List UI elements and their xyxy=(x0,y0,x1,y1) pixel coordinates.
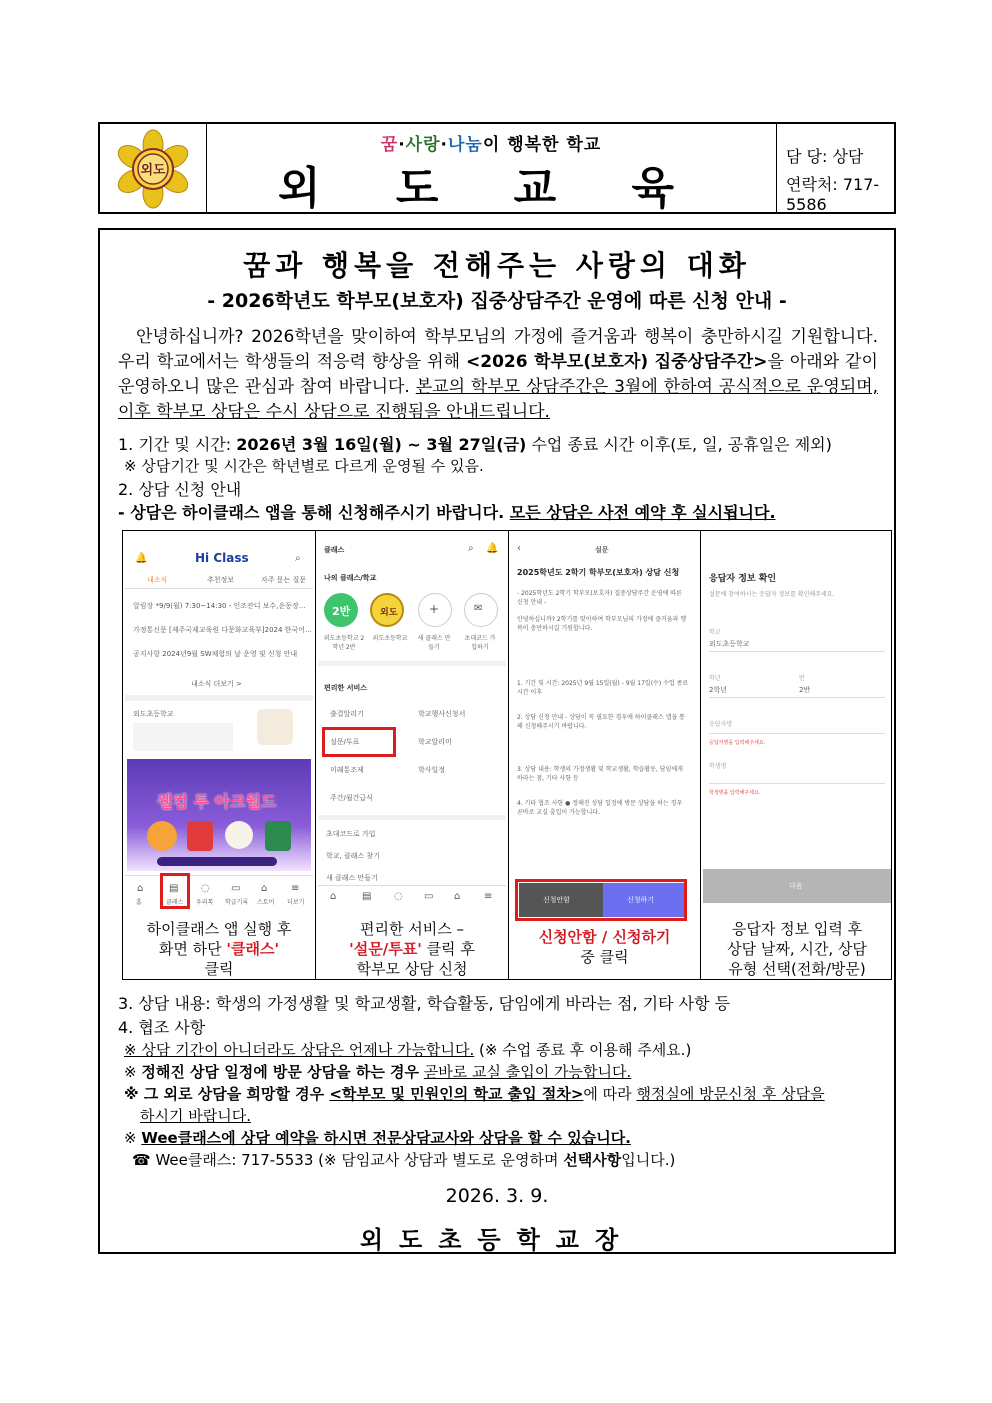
step2-line1: 편리한 서비스 – xyxy=(360,920,464,938)
service-survey[interactable]: 설문/투표 xyxy=(330,738,360,746)
slogan-love: 사랑 xyxy=(405,135,441,155)
tab-news[interactable]: 내소식 xyxy=(147,576,168,584)
student-input[interactable] xyxy=(709,783,885,784)
respondent-title: 응답자 정보 확인 xyxy=(709,574,777,584)
note-other-text: 에 따라 xyxy=(583,1085,637,1103)
intro-underline: 본교의 학부모 상담주간은 3월에 한하여 공식적으로 운영되며, 이후 학부모 상담은 수시 상담으로 진행됨을 안내드립니다. xyxy=(118,377,878,422)
more-nav-icon[interactable]: ≡ xyxy=(291,883,300,894)
note-other-u1: 행정실에 방문신청 후 상담을 xyxy=(636,1085,825,1103)
menu-item[interactable]: 학교, 클래스 찾기 xyxy=(326,852,381,860)
nav-label-talk: 우리톡 xyxy=(196,899,214,906)
step4-line3: 유형 선택(전화/방문) xyxy=(728,960,866,978)
title-cell xyxy=(206,124,777,212)
contact-person: 담 당: 상담 xyxy=(786,147,864,166)
notice-item[interactable]: 알림장 *9/9(월) 7:30~14:30 - 인조잔디 보수,운동장... xyxy=(133,602,306,610)
note-wee-bold: Wee클래스에 상담 예약을 하시면 전문상담교사와 상담을 할 수 있습니다. xyxy=(141,1129,631,1147)
store-nav-icon[interactable]: ⌂ xyxy=(454,891,461,902)
class-label: 새 클래스 만들기 xyxy=(417,635,451,651)
period-label: 1. 기간 및 시간: xyxy=(118,435,237,454)
grid-divider xyxy=(700,531,701,979)
contact-cell xyxy=(776,124,894,212)
apply-underline: 모든 상담은 사전 예약 후 실시됩니다. xyxy=(509,503,776,522)
survey-header: 설문 xyxy=(595,546,609,554)
step2-caption xyxy=(318,919,506,979)
nav-label-more: 더보기 xyxy=(287,899,305,906)
note-anytime-u: ※ 상담 기간이 아니더라도 상담은 언제나 가능합니다. xyxy=(124,1041,475,1059)
note-mark: ※ xyxy=(124,1063,142,1081)
coffee-thumbnail xyxy=(257,709,293,745)
menu-item[interactable]: 초대코드로 가입 xyxy=(326,830,376,838)
class-badge[interactable] xyxy=(324,593,358,627)
slogan-dream: 꿈 xyxy=(380,135,399,155)
survey-body: 4. 기타 협조 사항 ● 정해진 상담 일정에 방문 상담을 하는 경우 곧바로 교실 출입이 가능합니다. xyxy=(517,800,683,816)
doc-title: 꿈과 행복을 전해주는 사랑의 대화 xyxy=(243,249,751,282)
label-student-name: 학생명 xyxy=(709,763,727,770)
more-news-link[interactable]: 내소식 더보기 > xyxy=(191,680,242,688)
banner-cta xyxy=(157,857,277,866)
note-other-cont xyxy=(140,1105,251,1126)
label-grade: 학년 xyxy=(709,675,721,682)
nav-label-store: 스토어 xyxy=(257,899,275,906)
service-item[interactable]: 주간/월간급식 xyxy=(330,794,373,802)
step4-line2: 상담 날짜, 시간, 상담 xyxy=(727,940,867,958)
grade-value: 2학년 xyxy=(709,686,727,694)
doc-subtitle: - 2026학년도 학부모(보호자) 집중상담주간 운영에 따른 신청 안내 - xyxy=(207,290,787,312)
my-class-label: 나의 클래스/학교 xyxy=(324,574,377,582)
invite-code-icon[interactable]: ✉ xyxy=(464,593,498,627)
class-value: 2반 xyxy=(799,686,811,694)
service-item[interactable]: 미래통조제 xyxy=(330,766,364,774)
survey-body: 1. 기간 및 시간: 2025년 9월 15일(월) - 9월 17일(수) 수업 종료 시간 이후 xyxy=(517,680,689,696)
slogan-sep: · xyxy=(440,135,448,155)
step4-caption xyxy=(703,919,891,979)
class-nav-icon[interactable]: ▤ xyxy=(169,883,179,894)
cup-icon xyxy=(265,821,291,851)
note-visit-u: 곧바로 교실 출입이 가능합니다. xyxy=(423,1063,632,1081)
step1-caption xyxy=(125,919,313,979)
survey-title: 2025학년도 2학기 학부모(보호자) 상담 신청 xyxy=(517,568,680,577)
respondent-desc: 설문에 참여하시는 응답자 정보를 확인해주세요. xyxy=(709,591,835,598)
food-icon xyxy=(147,821,177,851)
tab-faq[interactable]: 자주 묻는 질문 xyxy=(261,576,307,584)
step3-line2: 중 클릭 xyxy=(580,948,629,966)
item-apply: 2. 상담 신청 안내 xyxy=(118,480,242,499)
service-item[interactable]: 학교행사신청서 xyxy=(418,710,466,718)
next-button[interactable] xyxy=(703,869,891,903)
hiclass-brand: Hi Class xyxy=(195,551,249,565)
screen-respondent-info xyxy=(703,533,891,921)
note-other-procedure: <학부모 및 민원인의 학교 출입 절차> xyxy=(329,1085,584,1103)
service-item[interactable]: 출결알리기 xyxy=(330,710,364,718)
label-school: 학교 xyxy=(709,629,721,636)
drink-icon xyxy=(187,821,213,851)
record-nav-icon[interactable]: ▭ xyxy=(424,891,434,902)
note-other-bold: ※ 그 외로 상담을 희망할 경우 xyxy=(124,1085,330,1103)
step3-caption xyxy=(511,919,698,979)
notice-item[interactable]: 공지사항 2024년9월 SW체험의 날 운영 및 신청 안내 xyxy=(133,650,298,658)
apply-detail xyxy=(118,500,776,523)
step2-line2: 클릭 후 xyxy=(421,940,475,958)
intro-paragraph xyxy=(118,325,878,425)
wee-phone-end: 입니다.) xyxy=(621,1151,676,1169)
more-nav-icon[interactable]: ≡ xyxy=(484,891,493,902)
services-label: 편리한 서비스 xyxy=(324,684,368,692)
note-anytime xyxy=(124,1039,691,1060)
apply-label: 신청하기 xyxy=(627,896,655,904)
survey-body: - 2025학년도 2학기 학부모(보호자) 집중상담주간 운영에 따른 신청 안내 - xyxy=(517,590,682,606)
grid-divider xyxy=(315,531,316,979)
highlight-survey xyxy=(322,727,396,757)
home-nav-icon[interactable]: ⌂ xyxy=(330,891,337,902)
ad-banner[interactable] xyxy=(127,759,311,871)
add-class-icon[interactable]: + xyxy=(418,593,452,627)
step1-line2: 화면 하단 xyxy=(158,940,227,958)
screen-survey-detail xyxy=(511,533,698,921)
note-mark: ※ xyxy=(124,1129,142,1147)
nav-label-record: 학급기록 xyxy=(225,899,249,906)
item-content: 3. 상담 내용: 학생의 가정생활 및 학교생활, 학습활동, 담임에게 바라는 점, 기타 사항 등 xyxy=(118,994,731,1013)
class-label: 외도초등학교 2학년 2반 xyxy=(323,635,365,651)
school-emblem-icon xyxy=(100,124,206,212)
home-nav-icon[interactable]: ⌂ xyxy=(137,883,144,894)
name-hint: 응답자명을 입력해주세요. xyxy=(709,740,766,746)
period-rest: 수업 종료 시간 이후(토, 일, 공휴일은 제외) xyxy=(526,435,832,454)
service-item[interactable]: 학사일정 xyxy=(418,766,446,774)
logo-cell xyxy=(100,124,207,212)
search-icon[interactable]: ⌕ xyxy=(295,553,301,564)
screen-class-services xyxy=(318,533,506,921)
principal-signature: 외도초등학교장 xyxy=(359,1226,635,1254)
period-dates: 2026년 3월 16일(월) ~ 3월 27일(금) xyxy=(236,435,527,454)
note-wee-phone xyxy=(132,1149,675,1170)
decline-label: 신청안함 xyxy=(543,896,571,904)
record-nav-icon[interactable]: ▭ xyxy=(231,883,241,894)
contact-phone: 연락처: 717-5586 xyxy=(786,175,880,214)
step4-line1: 응답자 정보 입력 후 xyxy=(731,920,863,938)
apply-text: - 상담은 하이클래스 앱을 통해 신청해주시기 바랍니다. xyxy=(118,503,510,522)
school-logo-icon[interactable] xyxy=(370,593,404,627)
class-label: 외도초등학교 xyxy=(372,635,408,642)
highlight-buttons xyxy=(515,879,687,921)
slogan-sep: · xyxy=(398,135,406,155)
step3-highlight: 신청안함 / 신청하기 xyxy=(538,928,671,946)
grid-divider xyxy=(508,531,509,979)
school-card-title: 외도초등학교 xyxy=(133,710,174,718)
step2-highlight: '설문/투표' xyxy=(349,940,422,958)
name-input[interactable] xyxy=(709,733,885,734)
note-anytime-rest: (※ 수업 종료 후 이용해 주세요.) xyxy=(474,1041,692,1059)
class-badge-label: 2반 xyxy=(332,605,351,618)
item-cooperation: 4. 협조 사항 xyxy=(118,1018,206,1037)
survey-body: 안녕하십니까? 2학기를 맞이하여 학부모님의 가정에 즐거움과 행복이 충만하시길 기원합니다. xyxy=(517,616,687,632)
next-label: 다음 xyxy=(789,882,803,890)
class-label: 초대코드 가입하기 xyxy=(464,635,496,651)
period-note: ※ 상담기간 및 시간은 학년별로 다르게 운영될 수 있음. xyxy=(124,457,484,475)
step1-line3: 클릭 xyxy=(204,960,234,978)
donut-icon xyxy=(225,821,253,849)
screen-hiclass-home xyxy=(125,533,313,921)
highlight-class-tab xyxy=(160,873,190,909)
class-nav-icon[interactable]: ▤ xyxy=(362,891,372,902)
emblem-text: 외도 xyxy=(140,163,166,178)
bell-icon: 🔔 xyxy=(135,553,148,564)
bell-icon[interactable]: 🔔 xyxy=(486,543,499,554)
search-icon[interactable]: ⌕ xyxy=(468,543,474,554)
banner-title: 웰컴 투 아크월드 xyxy=(157,792,277,811)
issue-date: 2026. 3. 9. xyxy=(445,1185,549,1207)
school-card-placeholder xyxy=(133,723,233,751)
note-other xyxy=(124,1083,825,1104)
step2-line3: 학부모 상담 신청 xyxy=(356,960,468,978)
slogan-rest: 이 행복한 학교 xyxy=(482,135,602,155)
class-header: 클래스 xyxy=(324,546,345,554)
item-period xyxy=(118,432,832,455)
step1-highlight: '클래스' xyxy=(226,940,280,958)
note-wee xyxy=(124,1127,631,1148)
service-item[interactable]: 학교알리미 xyxy=(418,738,452,746)
school-value: 외도초등학교 xyxy=(709,640,750,648)
step1-line1: 하이클래스 앱 실행 후 xyxy=(146,920,292,938)
intro-emphasis: <2026 학부모(보호자) 집중상담주간> xyxy=(466,352,768,372)
label-class: 반 xyxy=(799,675,805,682)
tab-recommend[interactable]: 추천정보 xyxy=(207,576,235,584)
newsletter-title: 외 도 교 육 xyxy=(278,163,704,214)
student-hint: 학생명을 입력해주세요. xyxy=(709,790,761,796)
back-arrow-icon[interactable]: ‹ xyxy=(517,543,521,554)
nav-label-home: 홈 xyxy=(136,899,142,906)
note-other-u2: 하시기 바랍니다. xyxy=(140,1107,251,1125)
chat-nav-icon[interactable]: ◌ xyxy=(201,883,210,894)
intro-text: 안녕하십니까? 2026학년을 맞이하여 학부모님의 가정에 즐거움과 행복이 충만하시길 기원합니다. 우리 학교에서는 학생들의 적응력 향상을 위해 xyxy=(118,327,878,372)
note-visit-bold: 정해진 상담 일정에 방문 상담을 하는 경우 xyxy=(141,1063,420,1081)
nav-label-class: 클래스 xyxy=(166,899,184,906)
note-visit xyxy=(124,1061,631,1082)
wee-phone-text: ☎ Wee클래스: 717-5533 (※ 담임교사 상담과 별도로 운영하며 xyxy=(132,1151,564,1169)
store-nav-icon[interactable]: ⌂ xyxy=(261,883,268,894)
chat-nav-icon[interactable]: ◌ xyxy=(394,891,403,902)
intro-text-2: 을 아래와 같이 운영하오니 많은 관심과 참여 바랍니다. xyxy=(118,352,878,397)
app-guide-grid xyxy=(122,530,892,980)
header-box xyxy=(98,122,896,214)
notice-item[interactable]: 가정통신문 [제주국제교육원 다문화교육부]2024 한국어... xyxy=(133,626,312,634)
survey-body: 3. 상담 내용: 학생의 가정생활 및 학교생활, 학습활동, 담임에게 바라는 점, 기타 사항 등 xyxy=(517,766,683,782)
school-logo-text: 외도 xyxy=(380,608,398,618)
label-respondent-name: 응답자명 xyxy=(709,721,733,728)
slogan-share: 나눔 xyxy=(448,135,483,155)
survey-body: 2. 상담 신청 안내 - 상담이 꼭 필요한 경우에 하이클래스 앱을 통해 신청해주시기 바랍니다. xyxy=(517,714,685,730)
wee-optional: 선택사항 xyxy=(563,1151,622,1169)
menu-item[interactable]: 새 클래스 만들기 xyxy=(326,874,378,882)
